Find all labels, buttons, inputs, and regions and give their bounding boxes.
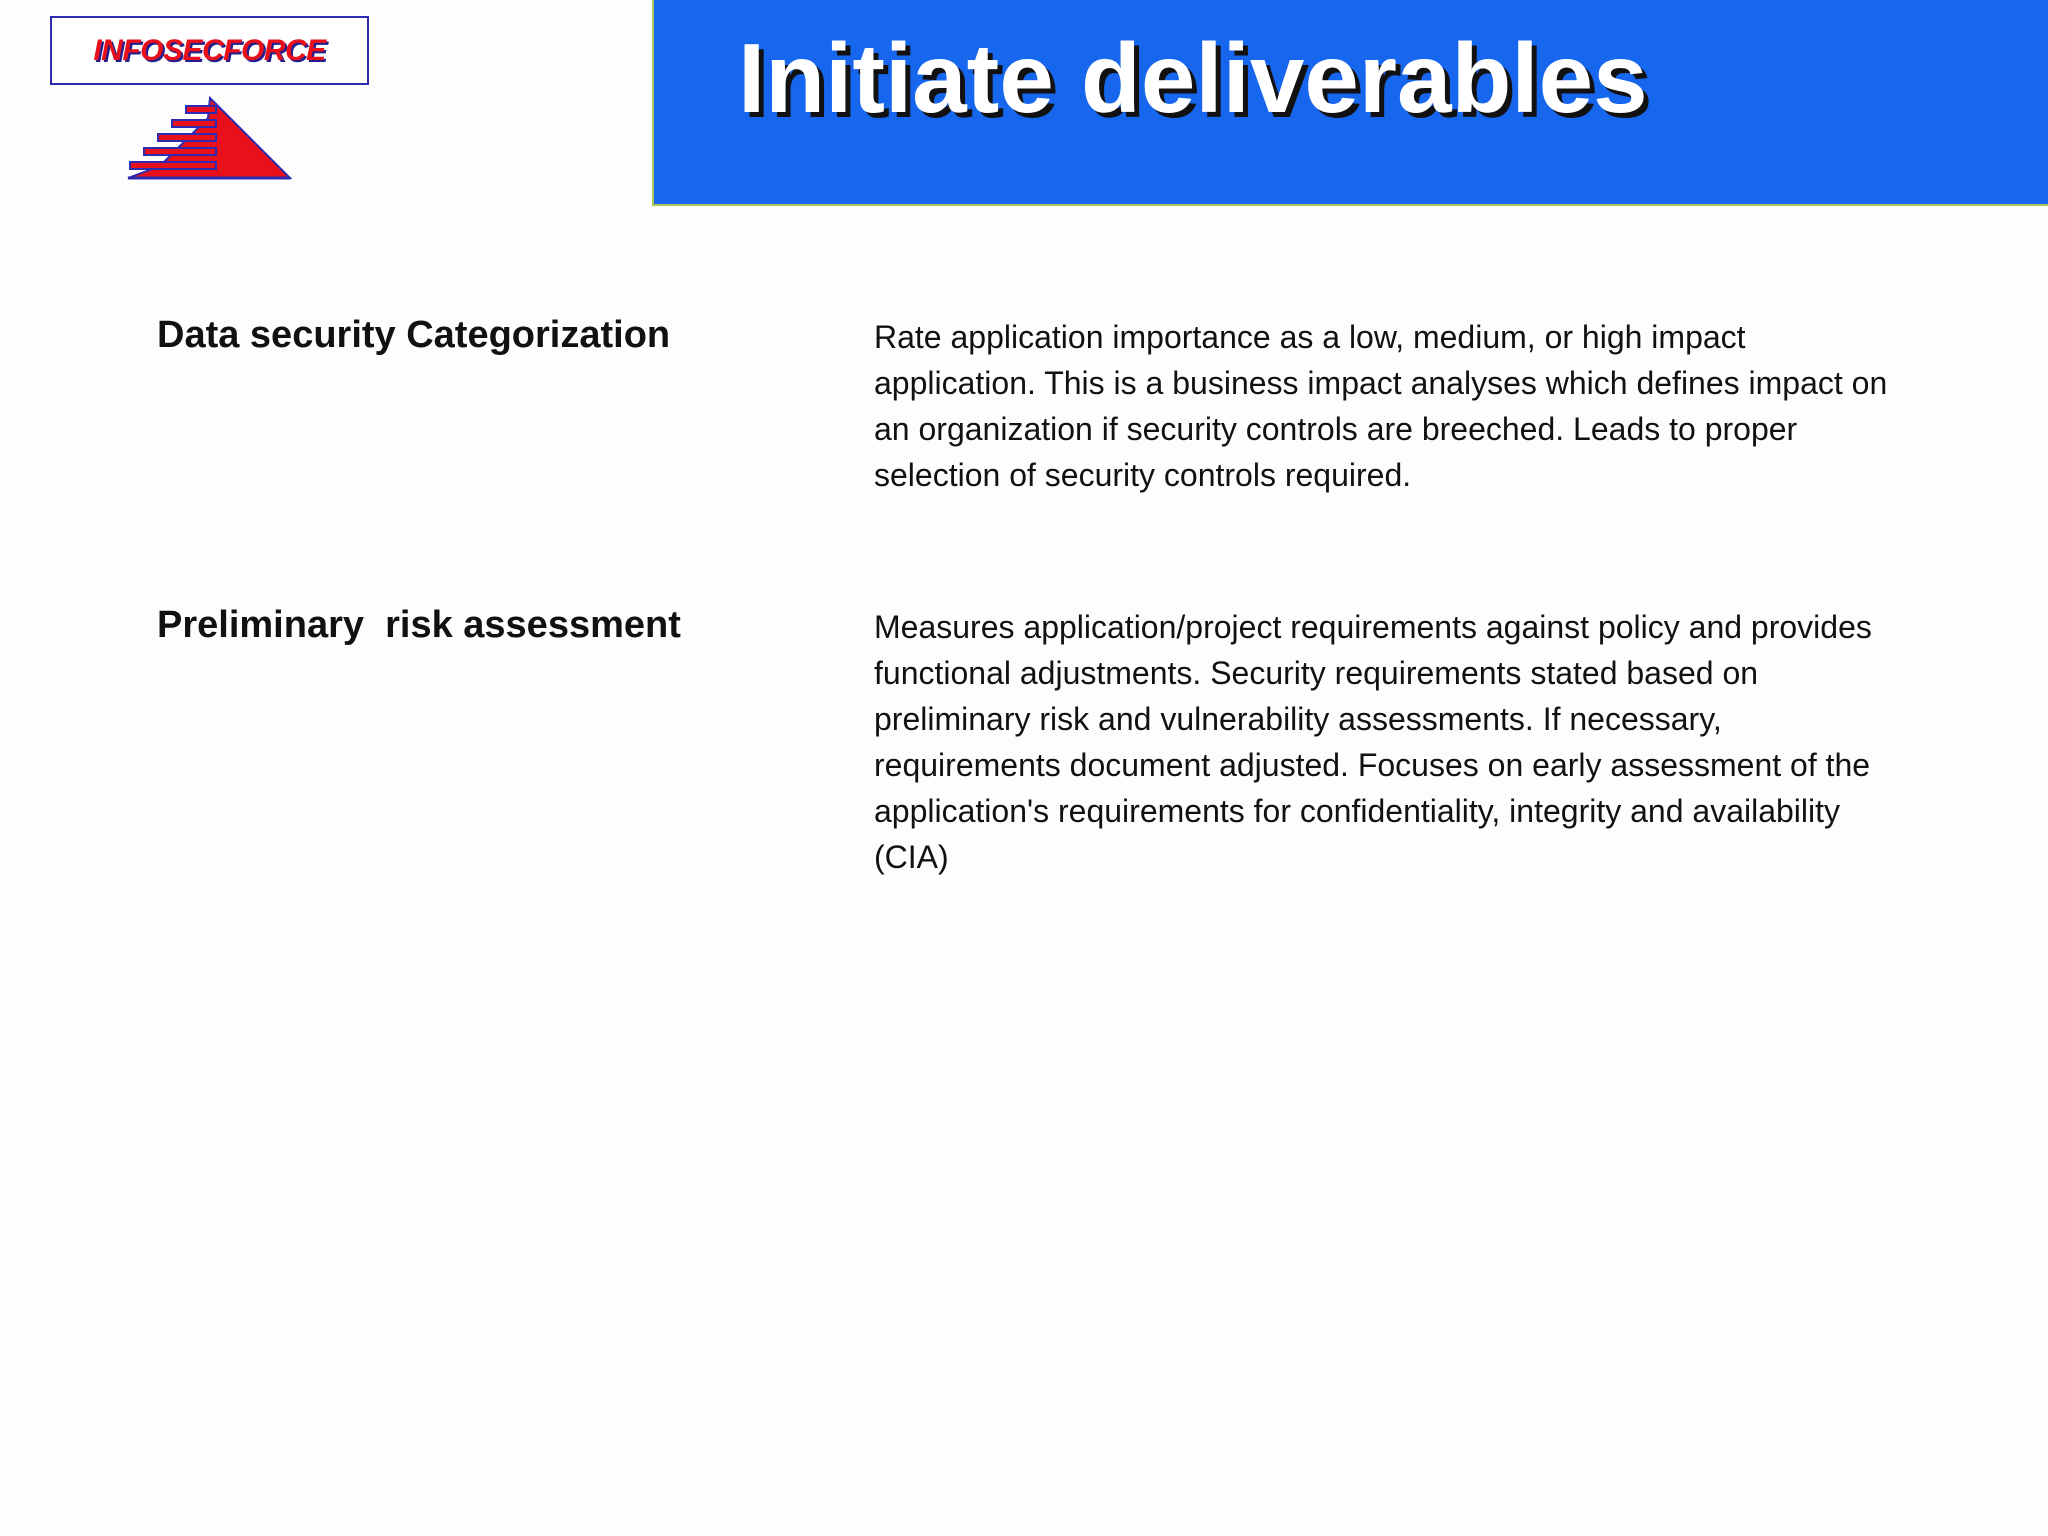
title-banner bbox=[652, 0, 2048, 206]
company-logo-text: INFOSECFORCE bbox=[93, 33, 326, 67]
company-logo-box bbox=[50, 16, 369, 85]
description-data-security-categorization: Rate application importance as a low, medium, or high impact application. This is a business impact analyses which defines impact on an organization if security controls are breeched. Leads to proper selection of security controls required. bbox=[874, 319, 1888, 493]
pyramid-logo-icon bbox=[126, 96, 292, 180]
term-preliminary-risk-assessment: Preliminary risk assessment bbox=[157, 604, 681, 646]
slide-title: Initiate deliverables bbox=[738, 23, 1648, 133]
term-data-security-categorization: Data security Categorization bbox=[157, 314, 671, 356]
description-preliminary-risk-assessment: Measures application/project requirements against policy and provides functional adjustments. Security requirements stated based on preliminary risk and vulnerability assessments. If necessary, requirements document adjusted. Focuses on early assessment of the application's requirements for confidentiality, integrity and availability (CIA) bbox=[874, 609, 1872, 875]
